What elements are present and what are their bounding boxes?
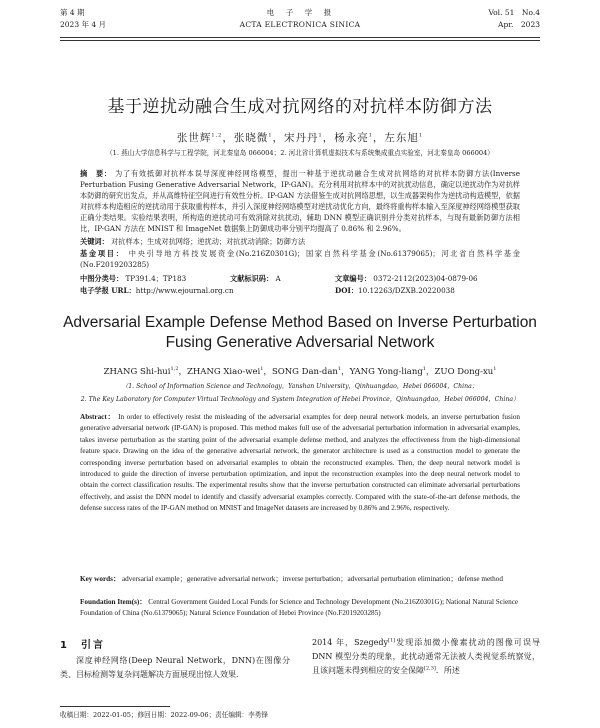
running-header	[0, 0, 600, 52]
abstract-en: Abstract： In order to effectively resist the misleading of the adversarial examples for deep neural network models, an inverse perturbation fusion generative adversarial network (IP-GAN) is proposed. This method makes full use of the adversarial perturbation information in adversarial examples, takes inverse perturbation as the starting point of the adversarial example defense method, and analyzes the effectiveness from the high-dimensional feature space. Drawing on the idea of the generative adversarial network, the generator architecture is used as a construction model to generate the corresponding inverse perturbation based on adversarial examples to obtain the reconstructed examples. Then, the deep neural network model is introduced to guide the direction of inverse perturbation optimization, and input the reconstruction examples into the deep neural network model to obtain the correct classification results. The experimental results show that the inverse perturbation constructed can eliminate adversarial perturbations effectively, and assist the DNN model to identify and classify adversarial examples correctly. Compared with the state-of-the-art defense methods, the defense success rates of the IP-GAN method on MNIST and ImageNet datasets are increased by 0.86% and 2.96%, respectively.	[80, 413, 521, 513]
author-name: SONG Dan-dan	[271, 367, 338, 377]
author-name: 张晓微	[233, 132, 269, 144]
keywords-en: Key words： adversarial example；generative adversarial network；inverse perturbation；adversarial perturbation elimination；defense method	[80, 575, 503, 583]
issue-cn: 第 4 期	[60, 8, 85, 17]
funding-en: Foundation Item(s)： Central Government Guided Local Funds for Science and Technology Development (No.216Z0301G); National Natural Science Foundation of China (No.61379065); Natural Science Foundation of Hebei Province (No.F2019203285)	[80, 598, 519, 617]
received-date-footnote: 收稿日期：2022-01-05；修回日期：2022-09-06；责任编辑：李勇锋	[60, 711, 268, 719]
authors-cn: 张世辉$^{1,2}$，张晓微$^1$，宋丹丹$^1$，杨永亮$^1$，左东旭$^1$	[176, 132, 424, 144]
footnote-rule	[60, 706, 170, 707]
authors-en: ZHANG Shi-hui$^{1,2}$，ZHANG Xiao-wei$^1$，SONG Dan-dan$^1$，YANG Yong-liang$^1$，ZUO Dong-$xu^1$	[103, 366, 497, 377]
date-cn: 2023 年 4 月	[60, 20, 107, 29]
citation-ref[interactable]: [2,3]	[424, 665, 436, 672]
journal-name-cn: 电 子 学 报	[266, 8, 334, 17]
article-number: 0372-2112(2023)04-0879-06	[373, 274, 478, 283]
document-code: A	[275, 274, 281, 283]
header-rule-thin	[60, 40, 540, 41]
author-name: 张世辉	[176, 132, 212, 144]
author-name: 宋丹丹	[284, 132, 319, 144]
author-name: YANG Yong-liang	[349, 367, 423, 377]
body-right-column: 2014 年，Szegedy[1]发现添加微小像素扰动的图像可误导 DNN 模型分类的现象，此扰动通常无法被人类视觉系统察觉，且该问题未得到相应的安全保障[2,3]．所述	[312, 637, 540, 675]
affiliation-en-2: 2. The Key Laboratory for Computer Virtual Technology and System Integration of Hebei Province，Qinhuangdao，Hebei 066004，China）	[80, 396, 520, 403]
affiliation-en-1: （1. School of Information Science and Technology，Yanshan University，Qinhuangdao，Hebei 066004，China；	[122, 383, 478, 390]
body-left-column: 深度神经网络(Deep Neural Network，DNN)在图像分类、目标检测等复杂问题解决方面展现出惊人效果．	[60, 656, 290, 679]
header-rule-thick	[60, 37, 540, 38]
author-name: ZHANG Xiao-wei	[186, 367, 261, 377]
journal-name-en: ACTA ELECTRONICA SINICA	[239, 20, 361, 29]
paper-title-cn: 基于逆扰动融合生成对抗网络的对抗样本防御方法	[107, 97, 493, 117]
affiliation-cn: （1. 燕山大学信息科学与工程学院，河北秦皇岛 066004；2. 河北省计算机虚拟技术与系统集成重点实验室，河北秦皇岛 066004）	[106, 149, 494, 157]
date-en: Apr. 2023	[498, 20, 540, 29]
author-name: 左东旭	[384, 132, 419, 144]
journal-url-link[interactable]: http://www.ejournal.org.cn	[135, 286, 234, 295]
author-name: ZHANG Shi-hui	[103, 367, 171, 377]
section-heading: 1 引言	[60, 640, 105, 651]
doi-link[interactable]: 10.12263/DZXB.20220038	[358, 286, 455, 295]
abstract-cn: 摘 要： 为了有效抵御对抗样本误导深度神经网络模型，提出一种基于逆扰动融合生成对抗网络的对抗样本防御方法(Inverse Perturbation Fusing Generative Adversarial Network，IP-GAN)。充分利用对抗样本中的对抗扰动信息，确定以逆扰动作为对抗样本防御的研究出发点，并从高维特征空间进行有效性分析。IP-GAN 方法借鉴生成对抗网络思想，以生成器架构作为逆扰动构造模型，依据对抗样本构造相应的逆扰动用于获取重构样本，并引入深度神经网络模型对逆扰动优化方向，最终将重构样本输入至深度神经网络模型获取正确分类结果。实验结果表明，所构造的逆扰动可有效消除对抗扰动，辅助 DNN 模型正确识别并分类对抗样本，与现有最新防御方法相比，IP-GAN 方法在 MNIST 和 ImageNet 数据集上防御成功率分别平均提高了 0.86% 和 2.96%。	[80, 169, 520, 233]
clc-number: TP391.4；TP183	[125, 274, 187, 283]
author-name: 杨永亮	[334, 132, 369, 144]
citation-ref[interactable]: [1]	[388, 637, 396, 644]
author-name: ZUO Dong-xu	[434, 367, 494, 377]
paper-title-en: Adversarial Example Defense Method Based on Inverse Perturbation Fusing Generative Adversarial Network	[63, 314, 537, 351]
volume-number: Vol. 51 No.4	[488, 8, 540, 17]
keywords-cn: 关键词： 对抗样本；生成对抗网络；逆扰动；对抗扰动消除；防御方法	[80, 237, 306, 246]
funding-cn: 基金项目： 中央引导地方科技发展资金(No.216Z0301G)；国家自然科学基金(No.61379065)；河北省自然科学基金(No.F2019203285)	[80, 249, 520, 269]
